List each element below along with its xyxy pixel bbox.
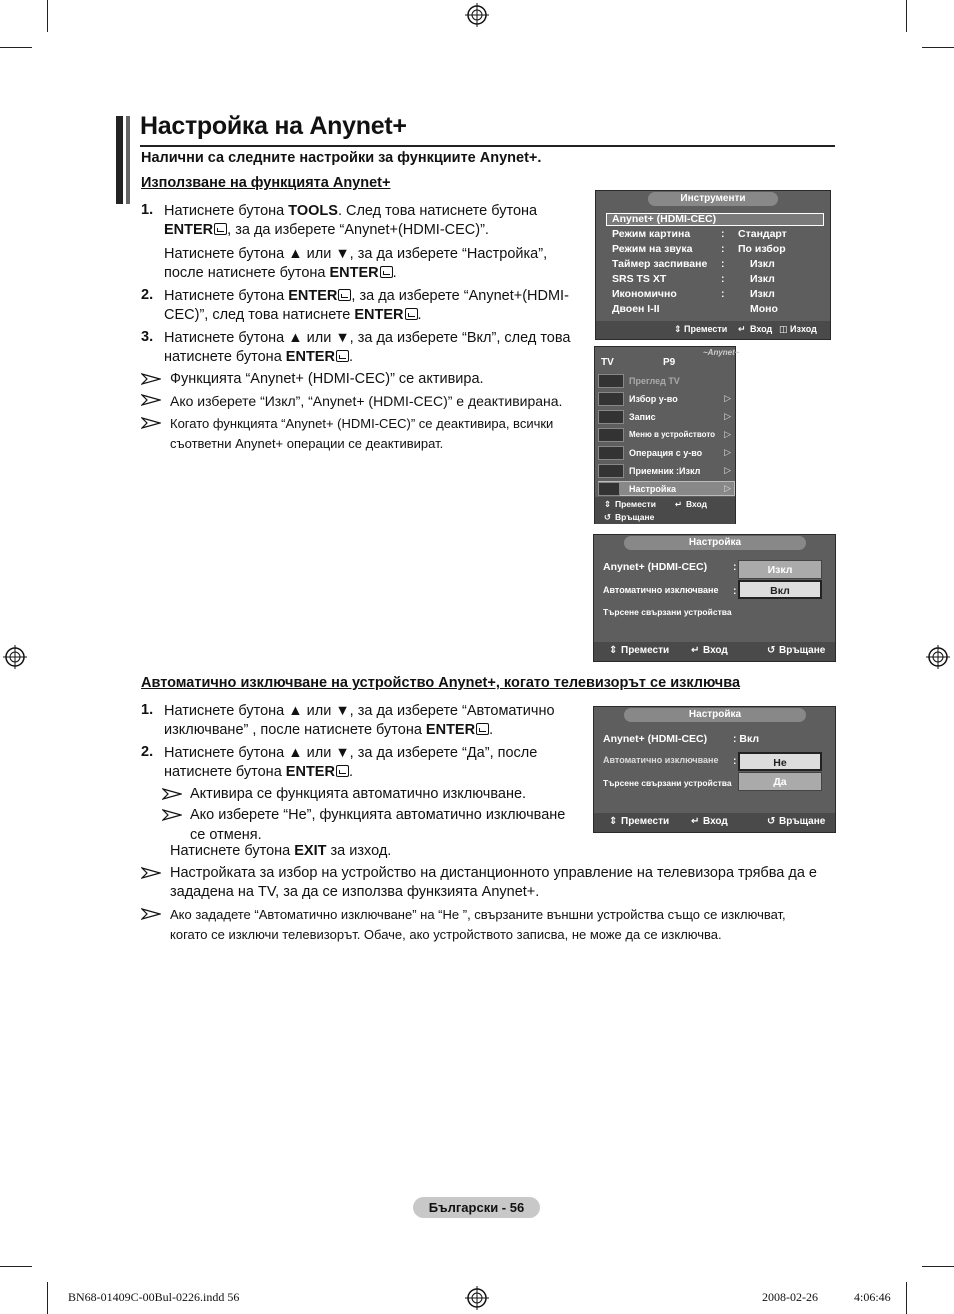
step-line: Натиснете бутона ▲ или ▼, за да изберете “Вкл”, след това <box>164 330 571 346</box>
step-line: изключване” , после натиснете бутона ENTER . <box>164 722 494 738</box>
note-text: съответни Anynet+ операции се деактивират. <box>170 436 444 451</box>
osd-row-sep: : <box>733 585 737 597</box>
enter-icon <box>336 765 349 777</box>
chevron-right-icon: ▷ <box>724 429 731 439</box>
tv-label: TV <box>601 357 614 368</box>
crop-mark <box>922 1266 954 1267</box>
crop-mark <box>47 0 48 32</box>
registration-mark-icon <box>465 3 489 27</box>
enter-icon <box>476 723 489 735</box>
osd-row-label: Икономично <box>612 288 677 300</box>
step-line: Натиснете бутона TOOLS. След това натиснете бутона <box>164 203 538 219</box>
setting-anynet-value: : Вкл <box>733 733 760 745</box>
crop-mark <box>0 47 32 48</box>
section-heading: Автоматично изключване на устройство Anynet+, когато телевизорът се изключва <box>141 675 741 691</box>
step-number: 3. <box>141 329 154 345</box>
footer-enter: Вход <box>703 645 728 656</box>
setting-search-devices[interactable]: Търсене свързани устройства <box>603 778 732 788</box>
move-icon: ⇕ <box>609 816 618 827</box>
osd-row-value: Стандарт <box>738 228 787 240</box>
note-text: Ако изберете “Изкл”, “Anynet+ (HDMI-CEC)” е деактивирана. <box>170 393 563 409</box>
anynet-logo-icon: ~Anynet~ <box>703 348 740 357</box>
osd-row-sep: : <box>721 243 725 255</box>
step-line: CEC)”, след това натиснете ENTER . <box>164 307 422 323</box>
footer-move: Премести <box>684 324 728 334</box>
menu-item-setup[interactable]: Настройка <box>629 484 676 494</box>
osd-footer <box>594 813 835 832</box>
setting-auto-off[interactable]: Автоматично изключване <box>603 585 719 595</box>
step-line: Натиснете бутона ▲ или ▼, за да изберете “Настройка”, <box>164 246 548 262</box>
osd-setup-menu <box>593 706 836 833</box>
osd-setup-menu <box>593 534 836 662</box>
return-icon: ↺ <box>604 512 612 522</box>
note-text: Настройката за избор на устройство на дистанционното управление на телевизора трябва да е <box>170 865 817 881</box>
footer-enter: Вход <box>703 816 728 827</box>
step-line: Натиснете бутона ▲ или ▼, за да изберете “Да”, после <box>164 745 538 761</box>
channel-label: P9 <box>663 357 676 368</box>
osd-anynet-menu <box>594 346 740 524</box>
osd-row-label: SRS TS XT <box>612 273 667 285</box>
option-no[interactable]: Не <box>738 752 822 771</box>
print-file-info: BN68-01409C-00Bul-0226.indd 56 <box>68 1290 240 1304</box>
setting-search-devices[interactable]: Търсене свързани устройства <box>603 607 732 617</box>
menu-item-tv-view[interactable]: Преглед TV <box>629 376 680 386</box>
menu-item-receiver[interactable]: Приемник :Изкл <box>629 466 701 476</box>
osd-row-sep: : <box>733 755 737 767</box>
note-text: Активира се функцията автоматично изключване. <box>190 786 527 802</box>
enter-icon <box>336 350 349 362</box>
enter-icon: ↵ <box>675 499 683 509</box>
step-number: 2. <box>141 744 154 760</box>
step-line: натиснете бутона ENTER . <box>164 349 353 365</box>
osd-header: Настройка <box>624 708 806 722</box>
crop-mark <box>906 0 907 32</box>
title-bar-accent <box>116 116 123 204</box>
crop-mark <box>47 1282 48 1314</box>
step-line: Натиснете бутона ENTER , за да изберете “Anynet+(HDMI- <box>164 288 569 304</box>
osd-row-value: Изкл <box>750 258 775 270</box>
option-off[interactable]: Изкл <box>738 560 822 579</box>
print-date: 2008-02-26 <box>762 1290 818 1304</box>
chevron-right-icon: ▷ <box>724 447 731 457</box>
note-arrow-icon <box>141 908 161 920</box>
osd-row-sep: : <box>721 288 725 300</box>
note-text: Ако зададете “Автоматично изключване” на “Не ”, свързаните външни устройства също се изключват, <box>170 907 786 922</box>
footer-move: Премести <box>621 645 670 656</box>
exit-icon: ◫ <box>779 324 788 334</box>
setting-anynet[interactable]: Anynet+ (HDMI-CEC) <box>603 733 708 745</box>
footer-return: Връщане <box>779 816 826 827</box>
footer-move: Премести <box>615 499 656 509</box>
step-number: 1. <box>141 702 154 718</box>
step-number: 2. <box>141 287 154 303</box>
osd-row-sep: : <box>721 258 725 270</box>
move-icon: ⇕ <box>674 324 682 334</box>
page-title: Настройка на Anynet+ <box>140 112 407 140</box>
step-number: 1. <box>141 202 154 218</box>
print-time: 4:06:46 <box>854 1290 891 1304</box>
return-icon: ↺ <box>767 816 776 827</box>
osd-header: Инструменти <box>648 192 778 206</box>
chevron-right-icon: ▷ <box>724 411 731 421</box>
enter-icon: ↵ <box>738 324 746 334</box>
chevron-right-icon: ▷ <box>724 393 731 403</box>
registration-mark-icon <box>465 1286 489 1310</box>
osd-footer <box>596 321 830 339</box>
registration-mark-icon <box>3 645 27 669</box>
note-arrow-icon <box>141 394 161 406</box>
footer-move: Премести <box>621 816 670 827</box>
chevron-right-icon: ▷ <box>724 483 731 493</box>
osd-row-value: Моно <box>750 303 778 315</box>
enter-icon <box>338 289 351 301</box>
footer-enter: Вход <box>686 499 708 509</box>
osd-row-value: По избор <box>738 243 786 255</box>
setting-auto-off[interactable]: Автоматично изключване <box>603 755 719 765</box>
note-arrow-icon <box>162 809 182 821</box>
title-underline <box>140 145 835 147</box>
note-arrow-icon <box>141 417 161 429</box>
footer-return: Връщане <box>779 645 826 656</box>
move-icon: ⇕ <box>609 645 618 656</box>
intro-text: Налични са следните настройки за функциите Anynet+. <box>141 150 542 166</box>
note-text: Функцията “Anynet+ (HDMI-CEC)” се активира. <box>170 371 484 387</box>
step-line: Натиснете бутона ▲ или ▼, за да изберете “Автоматично <box>164 703 555 719</box>
crop-mark <box>906 1282 907 1314</box>
record-icon <box>598 410 624 424</box>
footer-enter: Вход <box>750 324 773 334</box>
osd-footer <box>594 642 835 661</box>
option-yes[interactable]: Да <box>738 772 822 791</box>
receiver-icon <box>598 464 624 478</box>
note-text: зададена на TV, за да се използва функзията Anynet+. <box>170 884 540 900</box>
note-arrow-icon <box>141 373 161 385</box>
menu-item-select-device[interactable]: Избор у-во <box>629 394 678 404</box>
menu-item-record[interactable]: Запис <box>629 412 656 422</box>
note-text: се отменя. <box>190 827 262 843</box>
return-icon: ↺ <box>767 645 776 656</box>
crop-mark <box>0 1266 32 1267</box>
footer-return: Връщане <box>615 512 655 522</box>
osd-row-sep: : <box>721 273 725 285</box>
crop-mark <box>922 47 954 48</box>
note-arrow-icon <box>141 867 161 879</box>
enter-icon: ↵ <box>691 645 700 656</box>
chevron-right-icon: ▷ <box>724 465 731 475</box>
osd-footer <box>595 497 735 524</box>
exit-instruction: Натиснете бутона EXIT за изход. <box>170 843 392 859</box>
tv-view-icon <box>598 374 624 388</box>
section-heading: Използване на функцията Anynet+ <box>141 175 391 191</box>
osd-row-selected[interactable]: Anynet+ (HDMI-CEC) <box>606 213 824 226</box>
device-operation-icon <box>598 446 624 460</box>
title-bar-accent <box>126 116 130 204</box>
registration-mark-icon <box>926 645 950 669</box>
note-text: когато се изключи телевизорът. Обаче, ако устройството записва, не може да се изключва. <box>170 927 722 942</box>
osd-header: Настройка <box>624 536 806 550</box>
page-number-badge: Български - 56 <box>413 1197 540 1218</box>
note-text: Ако изберете “Не”, функцията автоматично изключване <box>190 807 566 823</box>
enter-icon <box>380 266 393 278</box>
footer-exit: Изход <box>790 324 817 334</box>
device-menu-icon <box>598 428 624 442</box>
osd-row-label: Режим картина <box>612 228 691 240</box>
setting-anynet[interactable]: Anynet+ (HDMI-CEC) <box>603 561 708 573</box>
enter-icon: ↵ <box>691 816 700 827</box>
osd-row-value: Изкл <box>750 273 775 285</box>
step-line: натиснете бутона ENTER . <box>164 764 353 780</box>
enter-icon <box>405 308 418 320</box>
osd-row-value: Изкл <box>750 288 775 300</box>
osd-row-sep: : <box>721 228 725 240</box>
step-line: ENTER , за да изберете “Anynet+(HDMI-CEC)”. <box>164 222 489 238</box>
note-arrow-icon <box>162 788 182 800</box>
menu-item-device-operation[interactable]: Операция с у-во <box>629 448 703 458</box>
device-icon <box>598 392 624 406</box>
setup-icon <box>598 482 620 496</box>
option-on[interactable]: Вкл <box>738 580 822 599</box>
osd-row-sep: : <box>733 561 737 573</box>
enter-icon <box>214 223 227 235</box>
menu-item-device-menu[interactable]: Меню в устройството <box>629 430 716 439</box>
osd-row-label: Таймер заспиване <box>612 258 708 270</box>
step-line: после натиснете бутона ENTER . <box>164 265 397 281</box>
note-text: Когато функцията “Anynet+ (HDMI-CEC)” се деактивира, всички <box>170 416 554 431</box>
osd-tools-menu <box>595 190 831 340</box>
osd-row-label: Режим на звука <box>612 243 693 255</box>
move-icon: ⇕ <box>604 499 612 509</box>
osd-row-label: Двоен I-II <box>612 303 660 315</box>
